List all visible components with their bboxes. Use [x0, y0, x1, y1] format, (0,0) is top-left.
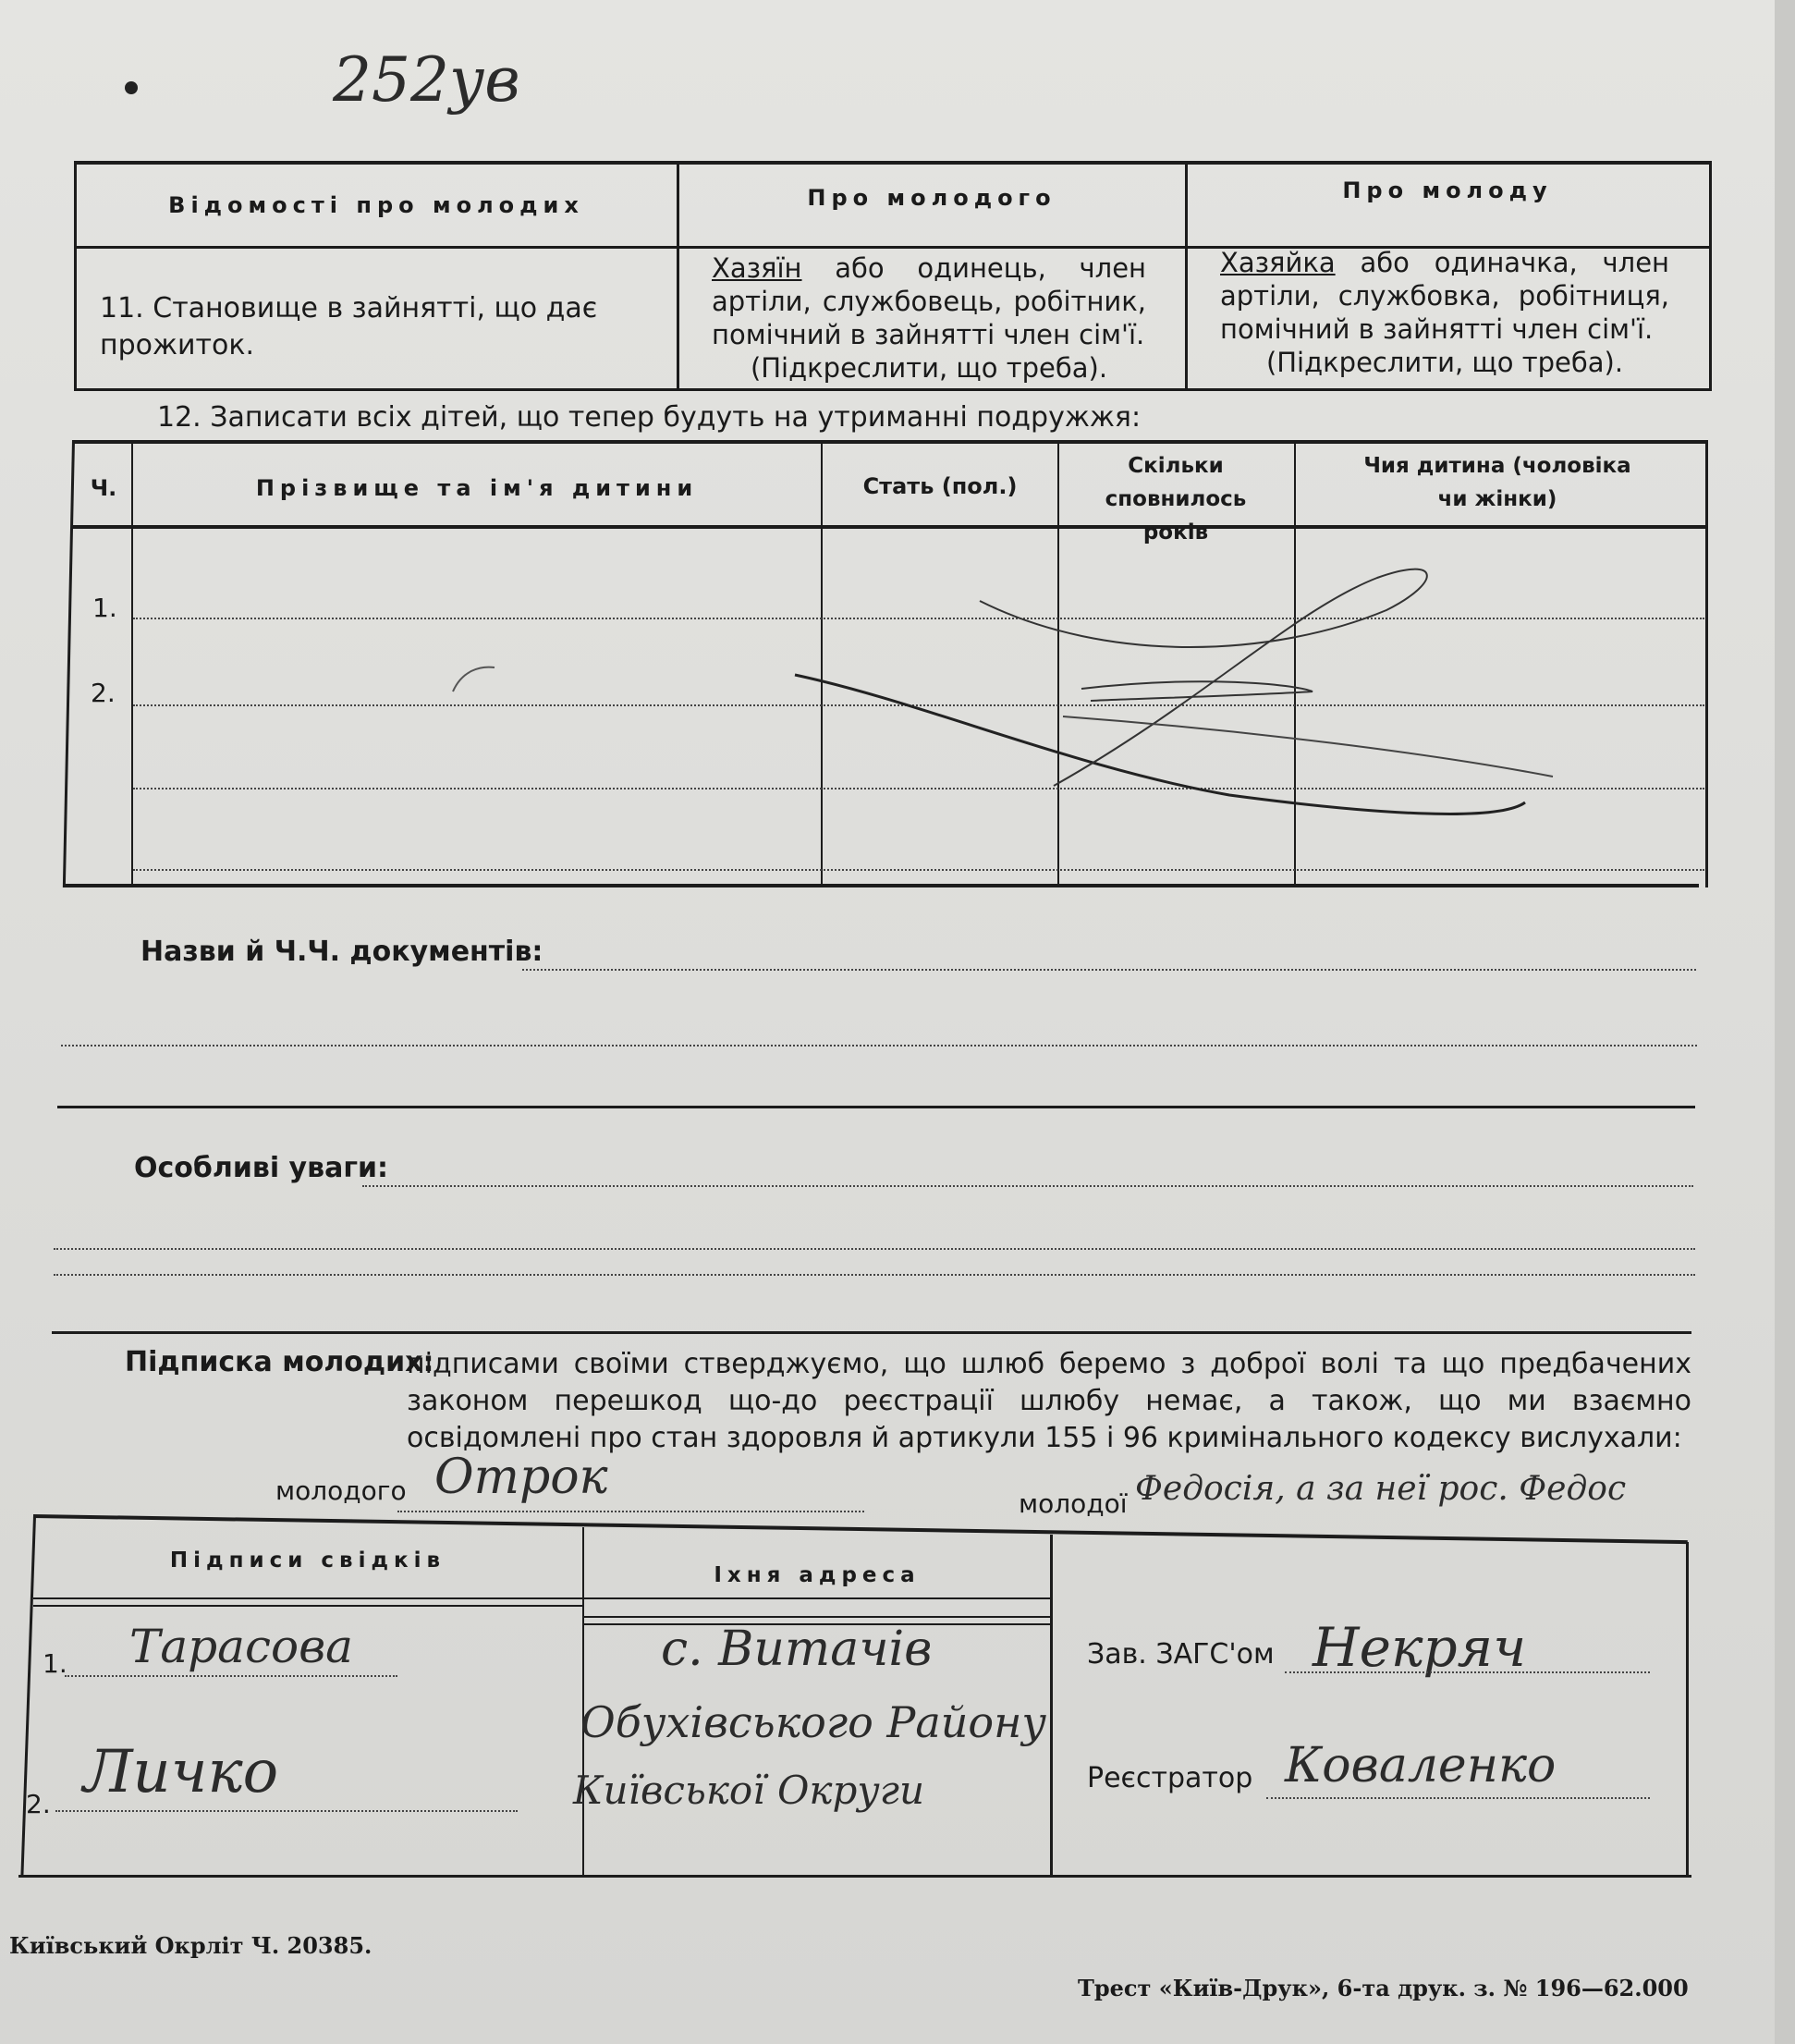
- archive-number-mark: 252ув: [333, 44, 520, 116]
- item12-instruction: 12. Записати всіх дітей, що тепер будуть на утриманні подружжя:: [157, 401, 1142, 434]
- bride-occupation-options: або одиначка, член артіли, службовка, робітниця, помічний в зайнятті член сім'ї.: [1220, 247, 1669, 345]
- pledge-label: Підписка молодих:: [125, 1346, 434, 1378]
- col-sex: Стать (пол.): [862, 473, 1018, 499]
- notes-label: Особливі уваги:: [134, 1152, 389, 1184]
- col-number: Ч.: [90, 475, 117, 501]
- groom-signature: Отрок: [434, 1450, 608, 1505]
- groom-sign-label: молодого: [275, 1475, 407, 1506]
- child-row-2-number: 2.: [91, 678, 116, 708]
- registrar-signature: Коваленко: [1285, 1738, 1557, 1793]
- footer-printer-imprint: Трест «Київ-Друк», 6-та друк. з. № 196—62.000: [1078, 1975, 1689, 2001]
- bride-occupation-note: (Підкреслити, що треба).: [1265, 347, 1624, 378]
- witness-2-signature: Личко: [83, 1738, 279, 1806]
- registrar-label: Реєстратор: [1087, 1762, 1253, 1794]
- header-witness-address: Іхня адреса: [714, 1563, 921, 1587]
- row11-label: 11. Становище в зайнятті, що дає прожиток.: [100, 292, 598, 361]
- child-row-1-number: 1.: [92, 593, 117, 623]
- strike-through-scribble: [0, 0, 1775, 924]
- pledge-text: підписами своїми стверджуємо, що шлюб беремо з доброї волі та що предбачених законом перешкод що-до реєстрації шлюбу немає, а також, що ми взаємно освідомлені про стан здоровля й артикули 155 і 96 кримінального кодексу вислухали:: [407, 1348, 1691, 1454]
- col-child-name: Прізвище та ім'я дитини: [255, 475, 699, 501]
- groom-occupation-underlined: Хазяїн: [712, 252, 802, 284]
- footer-censor-number: Київський Окрліт Ч. 20385.: [9, 1932, 372, 1959]
- witness-1-number: 1.: [43, 1648, 67, 1679]
- witness-2-number: 2.: [26, 1789, 51, 1819]
- header-couple-info: Відомості про молодих: [168, 192, 584, 218]
- witness-1-signature: Тарасова: [129, 1620, 353, 1673]
- documents-label: Назви й Ч.Ч. документів:: [140, 936, 543, 968]
- groom-occupation-note: (Підкреслити, що треба).: [750, 352, 1108, 384]
- col-whose-child: Чия дитина (чоловіка чи жінки): [1363, 454, 1631, 511]
- header-groom: Про молодого: [807, 185, 1056, 211]
- witness-address-line-1: с. Витачів: [661, 1622, 933, 1677]
- witness-address-line-2: Обухівського Району: [580, 1697, 1047, 1747]
- bride-signature: Федосія, а за неї рос. Федос: [1135, 1470, 1627, 1508]
- zags-head-label: Зав. ЗАГС'ом: [1087, 1638, 1275, 1671]
- groom-occupation-options: або одинець, член артіли, службовець, робітник, помічний в зайнятті член сім'ї.: [712, 252, 1146, 350]
- header-bride: Про молоду: [1342, 177, 1553, 203]
- bride-occupation-underlined: Хазяйка: [1220, 247, 1336, 278]
- col-age: Скільки сповнилось років: [1105, 454, 1247, 545]
- header-witness-signatures: Підписи свідків: [169, 1548, 446, 1573]
- bride-sign-label: молодої: [1019, 1488, 1128, 1519]
- witness-address-line-3: Київської Округи: [573, 1768, 925, 1813]
- zags-head-signature: Некряч: [1313, 1616, 1527, 1679]
